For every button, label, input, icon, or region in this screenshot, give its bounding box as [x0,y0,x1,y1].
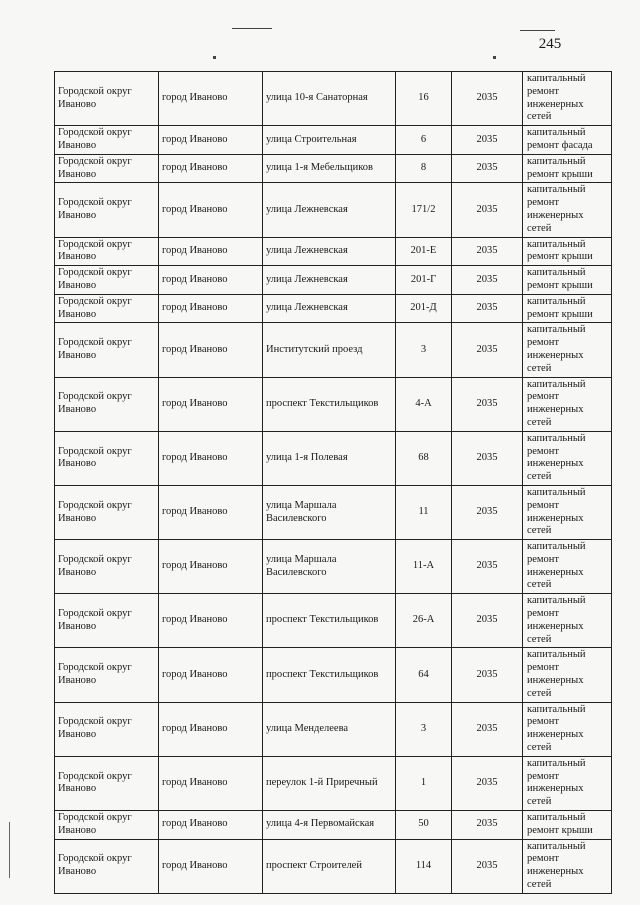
district-cell: Городской округ Иваново [55,72,159,126]
house-number-cell: 1 [396,756,452,810]
table-row [55,126,612,155]
year-cell: 2035 [452,294,523,323]
district-cell: Городской округ Иваново [55,756,159,810]
district-cell: Городской округ Иваново [55,266,159,295]
table-body [55,72,612,894]
year-cell: 2035 [452,756,523,810]
table-row [55,756,612,810]
district-cell: Городской округ Иваново [55,485,159,539]
page-number: 245 [538,36,562,52]
house-number-cell: 11 [396,485,452,539]
work-type-cell: капитальный ремонт инженерных сетей [523,594,612,648]
district-cell: Городской округ Иваново [55,237,159,266]
district-cell: Городской округ Иваново [55,811,159,840]
work-type-cell: капитальный ремонт крыши [523,266,612,295]
table-row [55,485,612,539]
street-cell: переулок 1-й Приречный [263,756,396,810]
table-row [55,237,612,266]
work-type-cell: капитальный ремонт крыши [523,294,612,323]
scan-mark [493,56,496,59]
street-cell: проспект Текстильщиков [263,648,396,702]
work-type-cell: капитальный ремонт инженерных сетей [523,702,612,756]
year-cell: 2035 [452,154,523,183]
work-type-cell: капитальный ремонт инженерных сетей [523,183,612,237]
work-type-cell: капитальный ремонт крыши [523,154,612,183]
table-row [55,183,612,237]
city-cell: город Иваново [159,377,263,431]
street-cell: проспект Строителей [263,839,396,893]
year-cell: 2035 [452,485,523,539]
table-row [55,540,612,594]
house-number-cell: 201-Г [396,266,452,295]
work-type-cell: капитальный ремонт инженерных сетей [523,648,612,702]
city-cell: город Иваново [159,839,263,893]
house-number-cell: 3 [396,323,452,377]
house-number-cell: 50 [396,811,452,840]
city-cell: город Иваново [159,431,263,485]
street-cell: улица 4-я Первомайская [263,811,396,840]
year-cell: 2035 [452,72,523,126]
street-cell: улица Менделеева [263,702,396,756]
table-row [55,154,612,183]
work-type-cell: капитальный ремонт инженерных сетей [523,485,612,539]
house-number-cell: 6 [396,126,452,155]
year-cell: 2035 [452,237,523,266]
scan-edge-line [9,822,10,878]
street-cell: улица Маршала Василевского [263,540,396,594]
street-cell: улица Строительная [263,126,396,155]
table-row [55,648,612,702]
street-cell: проспект Текстильщиков [263,594,396,648]
work-type-cell: капитальный ремонт крыши [523,811,612,840]
year-cell: 2035 [452,839,523,893]
year-cell: 2035 [452,811,523,840]
year-cell: 2035 [452,702,523,756]
district-cell: Городской округ Иваново [55,839,159,893]
work-type-cell: капитальный ремонт крыши [523,237,612,266]
table-row [55,702,612,756]
street-cell: улица Маршала Василевского [263,485,396,539]
city-cell: город Иваново [159,485,263,539]
district-cell: Городской округ Иваново [55,594,159,648]
district-cell: Городской округ Иваново [55,294,159,323]
work-type-cell: капитальный ремонт инженерных сетей [523,72,612,126]
year-cell: 2035 [452,431,523,485]
work-type-cell: капитальный ремонт инженерных сетей [523,323,612,377]
table-row [55,594,612,648]
house-number-cell: 26-А [396,594,452,648]
city-cell: город Иваново [159,183,263,237]
city-cell: город Иваново [159,540,263,594]
district-cell: Городской округ Иваново [55,154,159,183]
street-cell: проспект Текстильщиков [263,377,396,431]
year-cell: 2035 [452,594,523,648]
table-row [55,72,612,126]
year-cell: 2035 [452,183,523,237]
city-cell: город Иваново [159,266,263,295]
city-cell: город Иваново [159,702,263,756]
year-cell: 2035 [452,377,523,431]
work-type-cell: капитальный ремонт инженерных сетей [523,540,612,594]
work-type-cell: капитальный ремонт инженерных сетей [523,839,612,893]
district-cell: Городской округ Иваново [55,648,159,702]
house-number-cell: 4-А [396,377,452,431]
city-cell: город Иваново [159,237,263,266]
table-row [55,839,612,893]
house-number-cell: 8 [396,154,452,183]
city-cell: город Иваново [159,126,263,155]
district-cell: Городской округ Иваново [55,323,159,377]
table-row [55,377,612,431]
street-cell: улица 10-я Санаторная [263,72,396,126]
house-number-cell: 171/2 [396,183,452,237]
street-cell: улица 1-я Мебельщиков [263,154,396,183]
year-cell: 2035 [452,266,523,295]
district-cell: Городской округ Иваново [55,183,159,237]
city-cell: город Иваново [159,323,263,377]
year-cell: 2035 [452,540,523,594]
city-cell: город Иваново [159,294,263,323]
street-cell: улица Лежневская [263,237,396,266]
house-number-cell: 16 [396,72,452,126]
house-number-cell: 3 [396,702,452,756]
city-cell: город Иваново [159,72,263,126]
city-cell: город Иваново [159,648,263,702]
table-row [55,323,612,377]
housing-repair-table [54,71,612,894]
house-number-cell: 114 [396,839,452,893]
scan-mark [520,30,555,31]
street-cell: улица Лежневская [263,294,396,323]
scan-mark [213,56,216,59]
table-row [55,266,612,295]
scan-mark [232,28,272,29]
street-cell: улица Лежневская [263,183,396,237]
house-number-cell: 201-Е [396,237,452,266]
year-cell: 2035 [452,648,523,702]
city-cell: город Иваново [159,811,263,840]
street-cell: Институтский проезд [263,323,396,377]
city-cell: город Иваново [159,154,263,183]
house-number-cell: 68 [396,431,452,485]
table-row [55,811,612,840]
year-cell: 2035 [452,323,523,377]
work-type-cell: капитальный ремонт фасада [523,126,612,155]
city-cell: город Иваново [159,594,263,648]
district-cell: Городской округ Иваново [55,126,159,155]
street-cell: улица 1-я Полевая [263,431,396,485]
house-number-cell: 11-А [396,540,452,594]
district-cell: Городской округ Иваново [55,540,159,594]
district-cell: Городской округ Иваново [55,431,159,485]
year-cell: 2035 [452,126,523,155]
street-cell: улица Лежневская [263,266,396,295]
house-number-cell: 201-Д [396,294,452,323]
city-cell: город Иваново [159,756,263,810]
table-row [55,294,612,323]
work-type-cell: капитальный ремонт инженерных сетей [523,756,612,810]
table-row [55,431,612,485]
house-number-cell: 64 [396,648,452,702]
work-type-cell: капитальный ремонт инженерных сетей [523,431,612,485]
district-cell: Городской округ Иваново [55,377,159,431]
district-cell: Городской округ Иваново [55,702,159,756]
work-type-cell: капитальный ремонт инженерных сетей [523,377,612,431]
